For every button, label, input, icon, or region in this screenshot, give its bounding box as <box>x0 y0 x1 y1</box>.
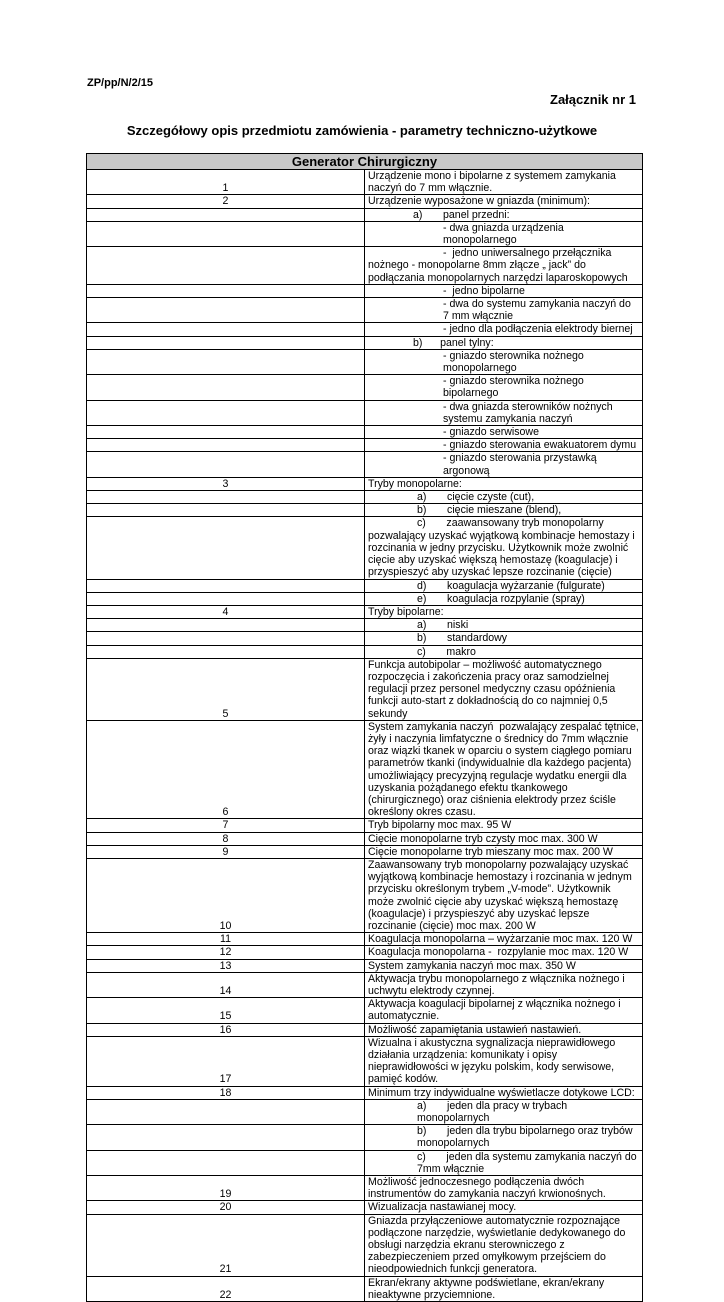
table-row <box>87 247 643 285</box>
table-row <box>87 592 643 605</box>
table-row <box>87 1150 643 1175</box>
table-row <box>87 323 643 336</box>
row-description: Tryby bipolarne: <box>365 605 643 618</box>
row-description: - gniazdo sterownika nożnego bipolarnego <box>365 375 643 400</box>
row-description: Możliwość zapamiętania ustawień nastawień. <box>365 1023 643 1036</box>
row-description: Koagulacja monopolarna – wyżarzanie moc max. 120 W <box>365 933 643 946</box>
row-number <box>87 247 365 285</box>
row-description: - dwa gniazda urządzenia monopolarnego <box>365 221 643 246</box>
table-row <box>87 632 643 645</box>
row-description: Gniazda przyłączeniowe automatycznie rozpoznające podłączone narzędzie, wyświetlanie dedykowanego do obsługi narzędzia ekranu sterowniczego z zabezpieczeniem przed omyłkowym przejściem do nieodpowiednich funkcji generatora. <box>365 1214 643 1276</box>
row-description: b) panel tylny: <box>365 336 643 349</box>
table-row <box>87 1276 643 1301</box>
table-row <box>87 858 643 932</box>
row-number: 8 <box>87 832 365 845</box>
row-description: Funkcja autobipolar – możliwość automatycznego rozpoczęcia i zakończenia pracy oraz samodzielnej regulacji przez personel medyczny czasu opóźnienia funkcji auto-start z dokładnością do co najmniej 0,5 sekundy <box>365 658 643 720</box>
row-number <box>87 579 365 592</box>
row-description: c) zaawansowany tryb monopolarny pozwalający uzyskać wyjątkową kombinacje hemostazy i rozcinania w jedny przycisku. Użytkownik może zwolnić cięcie aby uzyskać większą hemostazę (koagulacje) i przyspieszyć aby uzyskać lepsze rozcinanie (cięcie) <box>365 517 643 579</box>
row-number: 20 <box>87 1201 365 1214</box>
row-number <box>87 645 365 658</box>
row-number <box>87 336 365 349</box>
row-number: 19 <box>87 1176 365 1201</box>
table-row <box>87 832 643 845</box>
document-reference: ZP/pp/N/2/15 <box>87 77 154 89</box>
table-row <box>87 426 643 439</box>
table-row <box>87 517 643 579</box>
row-description: Minimum trzy indywidualne wyświetlacze dotykowe LCD: <box>365 1086 643 1099</box>
row-number: 4 <box>87 605 365 618</box>
row-description: Aktywacja koagulacji bipolarnej z włącznika nożnego i automatycznie. <box>365 998 643 1023</box>
row-description: Urządzenie mono i bipolarne z systemem zamykania naczyń do 7 mm włącznie. <box>365 170 643 195</box>
row-number <box>87 504 365 517</box>
row-number: 9 <box>87 845 365 858</box>
table-row <box>87 819 643 832</box>
row-number <box>87 1150 365 1175</box>
row-number <box>87 517 365 579</box>
row-number: 5 <box>87 658 365 720</box>
row-description: a) niski <box>365 619 643 632</box>
row-number <box>87 491 365 504</box>
table-row <box>87 284 643 297</box>
table-row <box>87 452 643 477</box>
row-description: - jedno dla podłączenia elektrody biernej <box>365 323 643 336</box>
row-description: Wizualna i akustyczna sygnalizacja nieprawidłowego działania urządzenia: komunikaty i opisy nieprawidłowości w języku polskim, kody serwisowe, pamięć kodów. <box>365 1036 643 1086</box>
row-number: 2 <box>87 195 365 208</box>
table-row <box>87 195 643 208</box>
row-description: b) jeden dla trybu bipolarnego oraz trybów monopolarnych <box>365 1125 643 1150</box>
table-row <box>87 959 643 972</box>
table-row <box>87 208 643 221</box>
spec-table <box>86 153 643 1302</box>
row-description: a) panel przedni: <box>365 208 643 221</box>
row-number <box>87 632 365 645</box>
row-number <box>87 400 365 425</box>
row-number: 22 <box>87 1276 365 1301</box>
row-number: 7 <box>87 819 365 832</box>
table-row <box>87 1214 643 1276</box>
row-description: c) jeden dla systemu zamykania naczyń do 7mm włącznie <box>365 1150 643 1175</box>
table-row <box>87 1023 643 1036</box>
row-number: 16 <box>87 1023 365 1036</box>
row-description: - gniazdo sterowania ewakuatorem dymu <box>365 439 643 452</box>
row-description: Urządzenie wyposażone w gniazda (minimum): <box>365 195 643 208</box>
table-row <box>87 645 643 658</box>
table-row <box>87 170 643 195</box>
table-row <box>87 1086 643 1099</box>
table-row <box>87 658 643 720</box>
table-row <box>87 1125 643 1150</box>
row-description: Koagulacja monopolarna - rozpylanie moc max. 120 W <box>365 946 643 959</box>
row-number <box>87 1099 365 1124</box>
row-number: 1 <box>87 170 365 195</box>
row-description: Cięcie monopolarne tryb czysty moc max. 300 W <box>365 832 643 845</box>
row-number <box>87 208 365 221</box>
row-number <box>87 221 365 246</box>
row-description: a) jeden dla pracy w trybach monopolarnych <box>365 1099 643 1124</box>
table-row <box>87 336 643 349</box>
row-description: b) standardowy <box>365 632 643 645</box>
row-description: - gniazdo sterowania przystawką argonową <box>365 452 643 477</box>
row-description: e) koagulacja rozpylanie (spray) <box>365 592 643 605</box>
row-number <box>87 323 365 336</box>
table-row <box>87 491 643 504</box>
row-description: Ekran/ekrany aktywne podświetlane, ekran/ekrany nieaktywne przyciemnione. <box>365 1276 643 1301</box>
row-description: c) makro <box>365 645 643 658</box>
row-description: Możliwość jednoczesnego podłączenia dwóch instrumentów do zamykania naczyń krwionośnych. <box>365 1176 643 1201</box>
row-number <box>87 349 365 374</box>
row-number: 15 <box>87 998 365 1023</box>
table-row <box>87 375 643 400</box>
row-number: 11 <box>87 933 365 946</box>
table-row <box>87 298 643 323</box>
table-row <box>87 221 643 246</box>
table-row <box>87 1176 643 1201</box>
row-description: - gniazdo sterownika nożnego monopolarnego <box>365 349 643 374</box>
row-number: 6 <box>87 720 365 819</box>
row-number: 12 <box>87 946 365 959</box>
row-number: 14 <box>87 972 365 997</box>
row-number <box>87 375 365 400</box>
row-description: a) cięcie czyste (cut), <box>365 491 643 504</box>
table-row <box>87 972 643 997</box>
table-row <box>87 439 643 452</box>
row-number <box>87 452 365 477</box>
row-description: b) cięcie mieszane (blend), <box>365 504 643 517</box>
row-number: 17 <box>87 1036 365 1086</box>
row-number <box>87 426 365 439</box>
table-row <box>87 504 643 517</box>
row-description: - jedno uniwersalnego przełącznika nożnego - monopolarne 8mm złącze „ jack” do podłączania monopolarnych narzędzi laparoskopowych <box>365 247 643 285</box>
row-description: Wizualizacja nastawianej mocy. <box>365 1201 643 1214</box>
table-row <box>87 619 643 632</box>
row-number <box>87 298 365 323</box>
table-row <box>87 605 643 618</box>
table-row <box>87 349 643 374</box>
row-number: 3 <box>87 477 365 490</box>
row-description: System zamykania naczyń moc max. 350 W <box>365 959 643 972</box>
table-row <box>87 946 643 959</box>
row-number: 21 <box>87 1214 365 1276</box>
row-description: Tryb bipolarny moc max. 95 W <box>365 819 643 832</box>
table-row <box>87 1201 643 1214</box>
row-description: - jedno bipolarne <box>365 284 643 297</box>
row-number <box>87 1125 365 1150</box>
row-description: Tryby monopolarne: <box>365 477 643 490</box>
row-number <box>87 439 365 452</box>
row-description: Cięcie monopolarne tryb mieszany moc max. 200 W <box>365 845 643 858</box>
table-row <box>87 720 643 819</box>
table-row <box>87 400 643 425</box>
row-description: System zamykania naczyń pozwalający zespalać tętnice, żyły i naczynia limfatyczne o średnicy do 7mm włącznie oraz wiązki tkanek w oparciu o system ciągłego pomiaru parametrów tkanki (indywidualnie dla każdego pacjenta) umożliwiający precyzyjną regulacje wydatku energii dla uzyskania pożądanego efektu tkankowego (chirurgicznego) oraz ciśnienia elektrody przez ściśle określony okres czasu. <box>365 720 643 819</box>
table-row <box>87 1036 643 1086</box>
table-row <box>87 477 643 490</box>
table-row <box>87 579 643 592</box>
row-description: - dwa do systemu zamykania naczyń do 7 mm włącznie <box>365 298 643 323</box>
table-row <box>87 933 643 946</box>
row-description: - gniazdo serwisowe <box>365 426 643 439</box>
page-title: Szczegółowy opis przedmiotu zamówienia - parametry techniczno-użytkowe <box>126 123 598 138</box>
row-number: 18 <box>87 1086 365 1099</box>
row-description: - dwa gniazda sterowników nożnych systemu zamykania naczyń <box>365 400 643 425</box>
table-row <box>87 1099 643 1124</box>
row-number: 10 <box>87 858 365 932</box>
row-number: 13 <box>87 959 365 972</box>
table-row <box>87 845 643 858</box>
row-description: Aktywacja trybu monopolarnego z włącznika nożnego i uchwytu elektrody czynnej. <box>365 972 643 997</box>
table-heading: Generator Chirurgiczny <box>87 154 643 170</box>
row-description: d) koagulacja wyżarzanie (fulgurate) <box>365 579 643 592</box>
row-number <box>87 619 365 632</box>
table-body <box>87 170 643 1302</box>
annex-label: Załącznik nr 1 <box>550 92 636 107</box>
row-description: Zaawansowany tryb monopolarny pozwalający uzyskać wyjątkową kombinacje hemostazy i rozcinania w jednym przycisku określonym trybem „V-mode”. Użytkownik może zwolnić cięcie aby uzyskać większą hemostazę (koagulacje) i przyspieszyć aby uzyskać lepsze rozcinanie (cięcie) moc max. 200 W <box>365 858 643 932</box>
table-row <box>87 998 643 1023</box>
row-number <box>87 284 365 297</box>
row-number <box>87 592 365 605</box>
